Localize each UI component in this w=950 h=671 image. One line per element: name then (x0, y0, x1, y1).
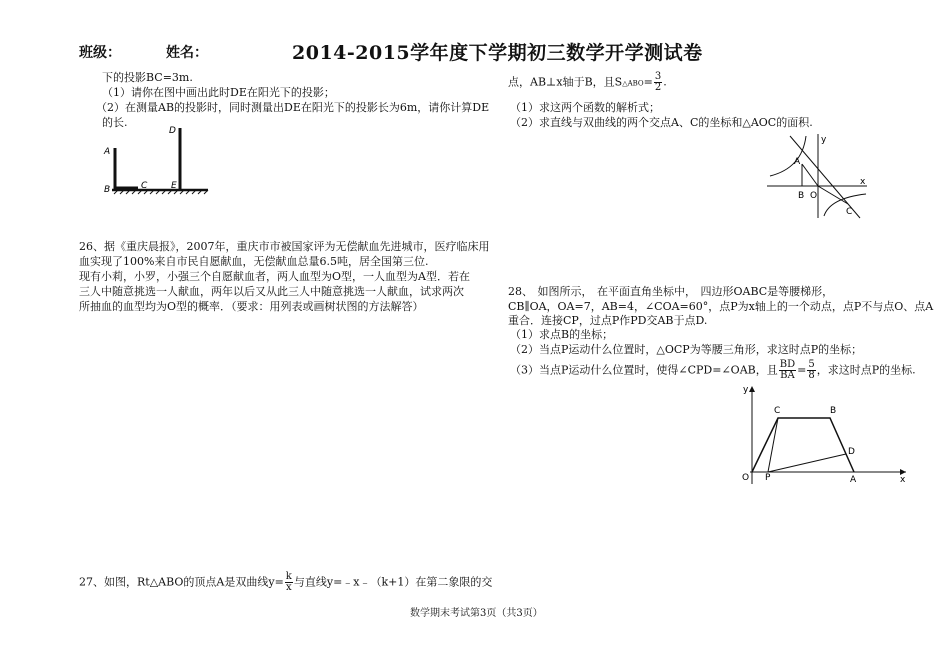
q27-cont-post: . (663, 75, 667, 89)
q28-line3: 重合．连接CP，过点P作PD交AB于点D. (508, 314, 708, 327)
q28-line2: CB∥OA，OA=7，AB=4，∠COA=60°，点P为x轴上的一个动点，点P不与点O、点A (508, 300, 934, 313)
q28-frac1-num: BD (779, 359, 796, 370)
q27-label-y: y (821, 135, 827, 145)
q28-frac2-den: 8 (808, 370, 815, 381)
q28-label-y: y (743, 385, 749, 395)
q25-label-b: B (104, 185, 111, 195)
q27-line1-pre: 27、如图，Rt△ABO的顶点A是双曲线y= (79, 575, 284, 589)
q28-label-d: D (848, 447, 855, 457)
q27-segment-ao (802, 164, 818, 186)
q28-y-arrow (749, 386, 755, 392)
q27-label-a: A (794, 157, 801, 167)
q28-figure (732, 380, 914, 490)
q28-sub1: （1）求点B的坐标； (510, 328, 614, 341)
q27-cont-pre: 点，AB⊥x轴于B，且S (508, 75, 623, 89)
q27-area-fraction (654, 72, 662, 93)
q26-line1: 26、据《重庆晨报》，2007年，重庆市市被国家评为无偿献血先进城市，医疗临床用 (79, 240, 490, 253)
q25-ground (112, 190, 208, 194)
page-title: 2014-2015学年度下学期初三数学开学测试卷 (292, 42, 703, 64)
q25-label-d: D (169, 126, 176, 136)
q26-line2: 血实现了100%来自市民自愿献血，无偿献血总量6.5吨，居全国第三位. (79, 255, 429, 268)
q28-sub3-eq: = (797, 363, 807, 377)
q28-label-a: A (850, 475, 857, 485)
q27-sub2: （2）求直线与双曲线的两个交点A、C的坐标和△AOC的面积. (510, 116, 813, 129)
q28-frac2-num: 5 (808, 359, 815, 370)
q27-area-den: 2 (654, 82, 662, 93)
q28-label-o: O (742, 473, 750, 483)
q25-label-e: E (171, 181, 177, 191)
q25-label-c: C (141, 181, 148, 191)
q27-cont-eq: = (643, 75, 653, 89)
q28-sub3-pre: （3）当点P运动什么位置时，使得∠CPD=∠OAB，且 (510, 363, 778, 377)
q25-figure (98, 118, 218, 202)
q25-label-a: A (104, 147, 111, 157)
q25-line1: 下的投影BC=3m. (102, 71, 193, 84)
q27-label-x: x (860, 177, 866, 187)
q27-line1 (79, 572, 492, 593)
q27-label-b: B (798, 191, 805, 201)
q26-line5: 所抽血的血型均为O型的概率．（要求：用列表或画树状图的方法解答） (79, 300, 424, 313)
q27-line-graph (790, 136, 860, 218)
q27-label-c: C (846, 207, 853, 217)
q28-segment-cp (768, 418, 778, 472)
q25-line4: 的长. (102, 116, 128, 129)
q27-sub1: （1）求这两个函数的解析式； (510, 101, 660, 114)
q27-area-num: 3 (654, 71, 662, 82)
page-footer: 数学期末考试第3页（共3页） (410, 608, 543, 619)
q28-sub3 (510, 360, 916, 381)
q27-frac-num: k (285, 571, 292, 582)
q26-line4: 三人中随意挑选一人献血，两年以后又从此三人中随意挑选一人献血，试求两次 (79, 285, 464, 298)
q28-fraction-5-8 (807, 360, 815, 381)
q28-fraction-bd-ba (779, 360, 796, 381)
q27-frac-den: x (286, 582, 292, 593)
q28-sub3-post: ，求这时点P的坐标. (816, 363, 916, 377)
q27-cont-line (508, 72, 667, 93)
q28-frac1-den: BA (780, 370, 795, 381)
q25-line3: （2）在测量AB的投影时，同时测量出DE在阳光下的投影长为6m，请你计算DE (96, 101, 490, 114)
q25-line2: （1）请你在图中画出此时DE在阳光下的投影； (102, 86, 335, 99)
q26-line3: 现有小莉，小罗，小强三个自愿献血者，两人血型为O型，一人血型为A型．若在 (79, 270, 470, 283)
q28-label-x: x (900, 475, 906, 485)
q28-label-b: B (830, 406, 837, 416)
q28-label-p: P (765, 473, 771, 483)
q27-hyperbola-upper (770, 136, 806, 176)
q27-cont-sub: △ABO (622, 79, 644, 88)
q27-hyperbola-lower (824, 194, 866, 216)
q28-label-c: C (774, 406, 781, 416)
q27-label-o: O (810, 191, 818, 201)
q27-figure (762, 128, 872, 220)
q27-line1-post: 与直线y=﹣x﹣（k+1）在第二象限的交 (293, 575, 493, 589)
q28-sub2: （2）当点P运动什么位置时，△OCP为等腰三角形，求这时点P的坐标； (510, 343, 863, 356)
name-label: 姓名： (166, 45, 208, 61)
q28-line1: 28、 如图所示， 在平面直角坐标中， 四边形OABC是等腰梯形， (508, 285, 834, 298)
q28-segment-pd (768, 454, 846, 472)
q27-segment-oc (818, 186, 848, 204)
q27-fraction-kx (285, 572, 293, 593)
class-label: 班级： (79, 45, 121, 61)
